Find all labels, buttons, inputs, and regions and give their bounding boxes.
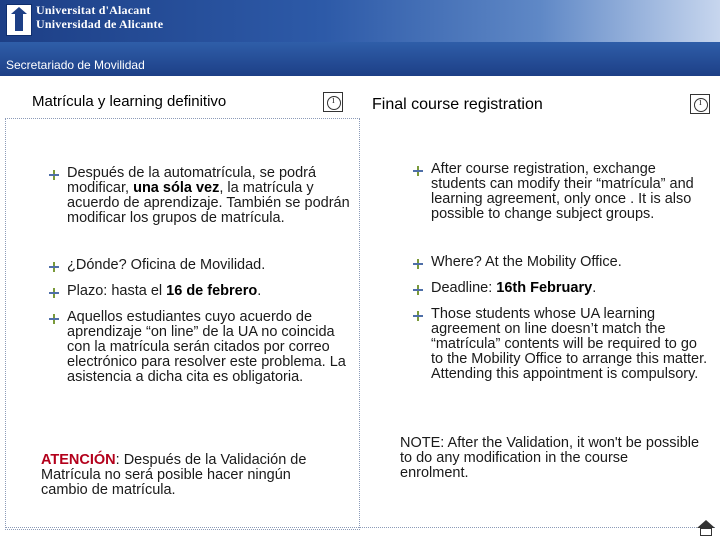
home-icon[interactable] [697, 520, 715, 536]
info-icon[interactable] [323, 92, 343, 112]
department-name: Secretariado de Movilidad [6, 58, 145, 72]
right-item-3: Deadline: 16th February. [431, 280, 597, 296]
right-item-4: Those students whose UA learning agreement on line doesn’t match the “matrícula” contents will be required to go to the Mobility Office to arrange this matter. Attending this appointment is compulsory. [431, 306, 708, 382]
bullet-icon [49, 170, 59, 180]
left-item-4: Aquellos estudiantes cuyo acuerdo de aprendizaje “on line” de la UA no coincida con la matrícula serán citados por correo electrónico para resolver este problema. La asistencia a dicha cita es obligatoria. [67, 309, 346, 385]
bullet-icon [49, 262, 59, 272]
left-note: ATENCIÓN: Después de la Validación de Matrícula no será posible hacer ningún cambio de matrícula. [41, 452, 307, 498]
left-item-2: ¿Dónde? Oficina de Movilidad. [67, 257, 266, 273]
department-bar [0, 42, 720, 76]
bullet-icon [49, 288, 59, 298]
bullet-icon [413, 311, 423, 321]
right-item-2: Where? At the Mobility Office. [431, 254, 622, 270]
left-item-1: Después de la automatrícula, se podrá modificar, una sóla vez, la matrícula y acuerdo de aprendizaje. También se podrán modificar los grupos de matrícula. [67, 165, 350, 226]
bottom-divider [5, 527, 715, 528]
university-name-spanish: Universidad de Alicante [36, 17, 164, 31]
university-logo [6, 4, 32, 36]
bullet-icon [413, 166, 423, 176]
right-item-1: After course registration, exchange students can modify their “matrícula” and learning agreement, only once . It is also possible to change subject groups. [431, 161, 694, 222]
left-title: Matrícula y learning definitivo [32, 93, 227, 110]
university-name-valencian: Universitat d'Alacant [36, 3, 151, 17]
bullet-icon [49, 314, 59, 324]
header-bar [0, 0, 720, 42]
right-title: Final course registration [372, 96, 543, 113]
info-icon[interactable] [690, 94, 710, 114]
bullet-icon [413, 259, 423, 269]
right-note: NOTE: After the Validation, it won't be possible to do any modification in the course enrolment. [400, 435, 700, 481]
left-item-3: Plazo: hasta el 16 de febrero. [67, 283, 262, 299]
bullet-icon [413, 285, 423, 295]
attention-label: ATENCIÓN [41, 452, 116, 468]
